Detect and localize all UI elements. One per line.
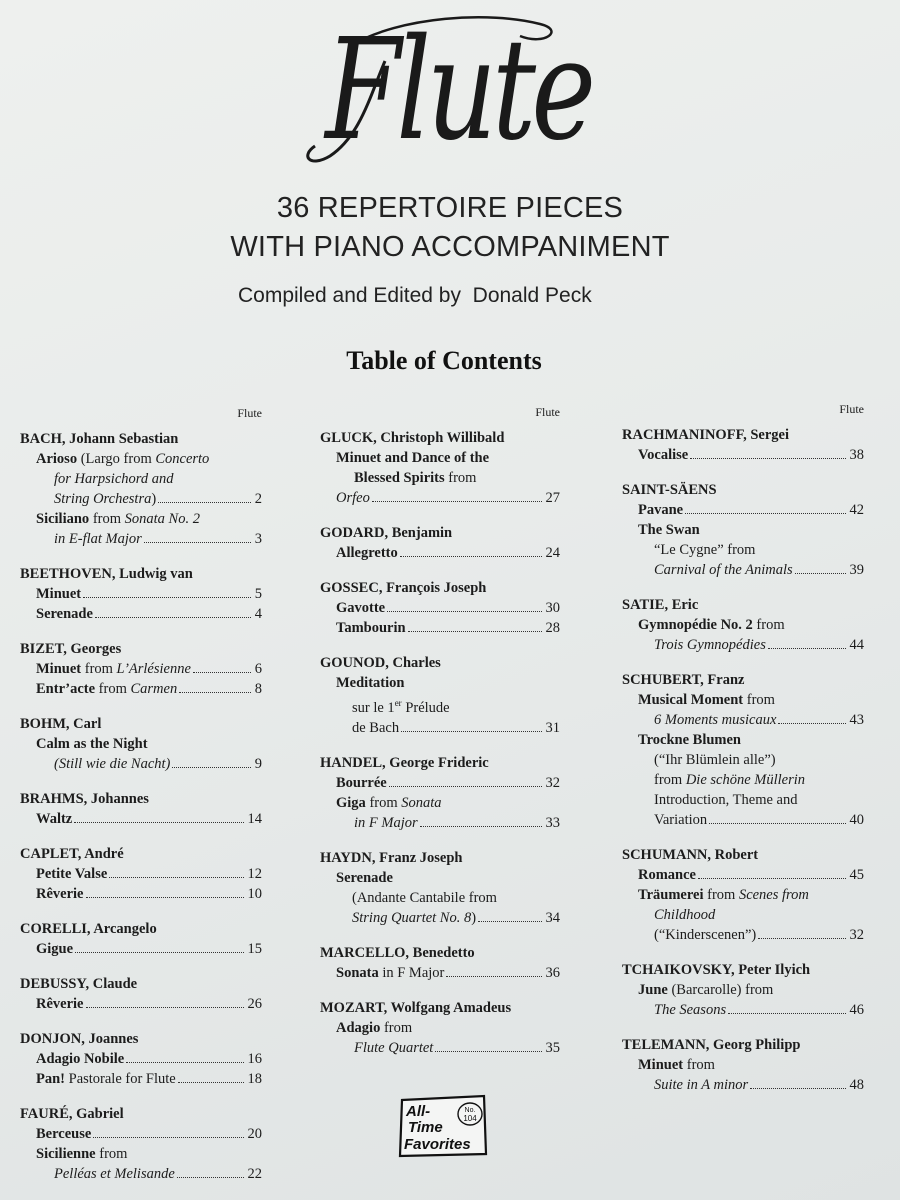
composer-entry <box>320 578 560 638</box>
composer-name: CORELLI, Arcangelo <box>20 921 157 937</box>
piece-title: Minuet from <box>638 1057 715 1073</box>
composer-entry <box>622 960 864 1020</box>
composer-name: SCHUBERT, Franz <box>622 672 745 688</box>
page-number: 32 <box>849 927 864 943</box>
toc-entry[interactable]: de Bach 31 <box>352 719 560 736</box>
piece-title: Blessed Spirits from <box>354 470 477 486</box>
page-number: 28 <box>545 620 560 636</box>
compiled-prefix: Compiled and Edited by <box>238 284 461 307</box>
composer-entry <box>320 653 560 738</box>
composer-name: TELEMANN, Georg Philipp <box>622 1037 801 1053</box>
page-number: 24 <box>545 545 560 561</box>
piece-subtitle: sur le 1er Prélude <box>352 698 450 716</box>
toc-entry[interactable]: String Orchestra) 2 <box>54 491 262 507</box>
piece-title: Trockne Blumen <box>638 732 741 748</box>
page-number: 38 <box>849 447 864 463</box>
composer-entry <box>622 480 864 580</box>
toc-entry[interactable]: Flute Quartet 35 <box>354 1039 560 1056</box>
toc-entry[interactable]: The Seasons 46 <box>654 1002 864 1018</box>
composer-name: SCHUMANN, Robert <box>622 847 759 863</box>
composer-name: GODARD, Benjamin <box>320 525 453 541</box>
composer-entry <box>622 845 864 945</box>
toc-entry[interactable]: Allegretto 24 <box>336 545 560 561</box>
toc-entry[interactable]: Gavotte 30 <box>336 600 560 616</box>
page-number: 6 <box>254 661 262 677</box>
toc-entry[interactable]: Serenade 4 <box>36 606 262 622</box>
composer-name: MARCELLO, Benedetto <box>320 944 475 961</box>
toc-entry[interactable]: Carnival of the Animals 39 <box>654 562 864 578</box>
composer-entry <box>622 670 864 830</box>
page-number: 39 <box>849 562 864 578</box>
composer-name: BRAHMS, Johannes <box>20 791 149 807</box>
column-label: Flute <box>237 406 262 420</box>
page-number: 5 <box>254 586 262 602</box>
composer-name: SAINT-SÄENS <box>622 482 717 498</box>
piece-title: Serenade <box>336 869 393 886</box>
composer-entry <box>20 1104 262 1184</box>
piece-title: Calm as the Night <box>36 736 148 752</box>
column-label: Flute <box>839 402 864 416</box>
toc-entry[interactable]: Waltz 14 <box>36 811 262 827</box>
piece-title: June (Barcarolle) from <box>638 982 774 998</box>
page-number: 45 <box>849 867 864 883</box>
page-number: 18 <box>247 1071 262 1087</box>
toc-entry[interactable]: Trois Gymnopédies 44 <box>654 637 864 653</box>
composer-entry <box>622 1035 864 1095</box>
page-number: 30 <box>545 600 560 616</box>
composer-entry <box>320 753 560 833</box>
page-number: 2 <box>254 491 262 507</box>
toc-entry[interactable]: Bourrée 32 <box>336 774 560 791</box>
toc-entry[interactable]: Sonata in F Major 36 <box>336 964 560 981</box>
page-number: 44 <box>849 637 864 653</box>
composer-name: DONJON, Joannes <box>20 1031 139 1047</box>
toc-entry[interactable]: (Still wie die Nacht) 9 <box>54 756 262 772</box>
page-number: 14 <box>247 811 262 827</box>
toc-entry[interactable]: Rêverie 26 <box>36 996 262 1012</box>
composer-name: BEETHOVEN, Ludwig van <box>20 566 193 582</box>
toc-entry[interactable]: Tambourin 28 <box>336 620 560 636</box>
page-number: 9 <box>254 756 262 772</box>
page-number: 31 <box>545 719 560 736</box>
toc-entry[interactable]: Entr’acte from Carmen 8 <box>36 681 262 697</box>
page-number: 46 <box>849 1002 864 1018</box>
composer-name: MOZART, Wolfgang Amadeus <box>320 999 512 1016</box>
toc-entry[interactable]: Gigue 15 <box>36 941 262 957</box>
composer-name: GOSSEC, François Joseph <box>320 580 487 596</box>
toc-entry[interactable]: Adagio Nobile 16 <box>36 1051 262 1067</box>
piece-title: Arioso (Largo from Concerto <box>36 451 210 467</box>
page-number: 8 <box>254 681 262 697</box>
badge-line-1: All- <box>406 1103 431 1120</box>
composer-name: SATIE, Eric <box>622 597 699 613</box>
composer-name: GOUNOD, Charles <box>320 655 441 671</box>
badge-line-2: Time <box>408 1119 443 1136</box>
composer-entry <box>320 428 560 508</box>
toc-entry[interactable]: Berceuse 20 <box>36 1126 262 1142</box>
editor-name: Donald Peck <box>472 284 592 307</box>
composer-name: TCHAIKOVSKY, Peter Ilyich <box>622 962 811 978</box>
piece-title: Sicilienne from <box>36 1146 128 1162</box>
toc-entry[interactable]: Minuet 5 <box>36 586 262 602</box>
piece-title: Gymnopédie No. 2 from <box>638 617 785 633</box>
piece-title: Giga from Sonata <box>336 794 442 811</box>
toc-column-1 <box>20 403 262 1199</box>
page-number: 22 <box>247 1166 262 1182</box>
toc-entry[interactable]: Petite Valse 12 <box>36 866 262 882</box>
composer-name: CAPLET, André <box>20 846 124 862</box>
page-number: 16 <box>247 1051 262 1067</box>
toc-column-2 <box>320 402 560 1073</box>
piece-title: Träumerei from Scenes from <box>638 887 809 903</box>
composer-entry <box>320 998 560 1058</box>
piece-title: Musical Moment from <box>638 692 775 708</box>
toc-entry[interactable]: Pan! Pastorale for Flute 18 <box>36 1071 262 1087</box>
composer-name: RACHMANINOFF, Sergei <box>622 427 789 443</box>
piece-title: Adagio from <box>336 1019 413 1036</box>
composer-entry <box>20 974 262 1014</box>
composer-entry <box>622 425 864 465</box>
composer-entry <box>320 848 560 928</box>
piece-title: Minuet and Dance of the <box>336 450 490 466</box>
page-number: 36 <box>545 964 560 981</box>
toc-entry[interactable]: Orfeo 27 <box>336 490 560 506</box>
composer-entry <box>20 919 262 959</box>
composer-entry <box>20 429 262 549</box>
toc-entry[interactable]: String Quartet No. 8) 34 <box>352 909 560 926</box>
page-number: 15 <box>247 941 262 957</box>
piece-title: Siciliano from Sonata No. 2 <box>36 511 200 527</box>
piece-title: The Swan <box>638 522 700 538</box>
composer-entry <box>20 1029 262 1089</box>
toc-entry[interactable]: Minuet from L’Arlésienne 6 <box>36 661 262 677</box>
subtitle-line-2: WITH PIANO ACCOMPANIMENT <box>230 231 670 263</box>
page-number: 27 <box>545 490 560 506</box>
page-number: 34 <box>545 909 560 926</box>
composer-entry <box>20 844 262 904</box>
toc-heading: Table of Contents <box>346 346 542 375</box>
piece-subtitle: (“Ihr Blümlein alle”) <box>654 752 776 768</box>
toc-entry[interactable]: in E-flat Major 3 <box>54 531 262 547</box>
toc-entry[interactable]: Variation 40 <box>654 812 864 828</box>
page-number: 43 <box>849 712 864 728</box>
composer-entry <box>20 639 262 699</box>
piece-source: Childhood <box>654 907 716 923</box>
badge-line-3: Favorites <box>404 1136 471 1153</box>
piece-subtitle: from Die schöne Müllerin <box>654 772 806 788</box>
piece-title: Meditation <box>336 675 405 691</box>
badge-no-label: No. <box>464 1107 476 1114</box>
page-number: 3 <box>254 531 262 547</box>
composer-name: BACH, Johann Sebastian <box>20 431 179 447</box>
composer-name: BIZET, Georges <box>20 641 122 657</box>
page-number: 10 <box>247 886 262 902</box>
composer-name: HAYDN, Franz Joseph <box>320 849 463 866</box>
composer-entry <box>20 789 262 829</box>
page-number: 48 <box>849 1077 864 1093</box>
piece-subtitle: Introduction, Theme and <box>654 792 798 808</box>
badge-no-value: 104 <box>463 1114 477 1123</box>
toc-entry[interactable]: in F Major 33 <box>354 814 560 831</box>
composer-entry <box>20 714 262 774</box>
page-number: 12 <box>247 866 262 882</box>
toc-entry[interactable]: Pavane 42 <box>638 502 864 518</box>
composer-name: DEBUSSY, Claude <box>20 976 138 992</box>
composer-name: BOHM, Carl <box>20 716 102 732</box>
page-number: 26 <box>247 996 262 1012</box>
toc-entry[interactable]: Rêverie 10 <box>36 886 262 902</box>
page-number: 42 <box>849 502 864 518</box>
piece-subtitle: “Le Cygne” from <box>654 542 756 558</box>
toc-entry[interactable]: 6 Moments musicaux 43 <box>654 712 864 728</box>
toc-entry[interactable]: Romance 45 <box>638 867 864 883</box>
composer-entry <box>20 564 262 624</box>
toc-column-3 <box>622 399 864 1110</box>
page-number: 33 <box>545 814 560 831</box>
subtitle-line-1: 36 REPERTOIRE PIECES <box>276 192 624 224</box>
toc-entry[interactable]: Suite in A minor 48 <box>654 1077 864 1093</box>
composer-name: FAURÉ, Gabriel <box>20 1106 124 1122</box>
toc-entry[interactable]: Pelléas et Melisande 22 <box>54 1166 262 1182</box>
composer-entry <box>320 523 560 563</box>
piece-subtitle: (Andante Cantabile from <box>352 889 497 906</box>
page-number: 35 <box>545 1039 560 1056</box>
composer-entry <box>320 943 560 983</box>
book-title: Flute <box>325 9 592 172</box>
page-number: 20 <box>247 1126 262 1142</box>
compiled-by <box>238 284 592 308</box>
page-number: 32 <box>545 774 560 791</box>
all-time-favorites-logo <box>396 1094 490 1158</box>
composer-entry <box>622 595 864 655</box>
column-label: Flute <box>535 405 560 419</box>
composer-name: HANDEL, George Frideric <box>320 754 489 771</box>
toc-entry[interactable]: (“Kinderscenen”) 32 <box>654 927 864 943</box>
page-number: 4 <box>254 606 262 622</box>
toc-entry[interactable]: Vocalise 38 <box>638 447 864 463</box>
piece-source: for Harpsichord and <box>54 471 174 487</box>
composer-name: GLUCK, Christoph Willibald <box>320 430 505 446</box>
page-number: 40 <box>849 812 864 828</box>
